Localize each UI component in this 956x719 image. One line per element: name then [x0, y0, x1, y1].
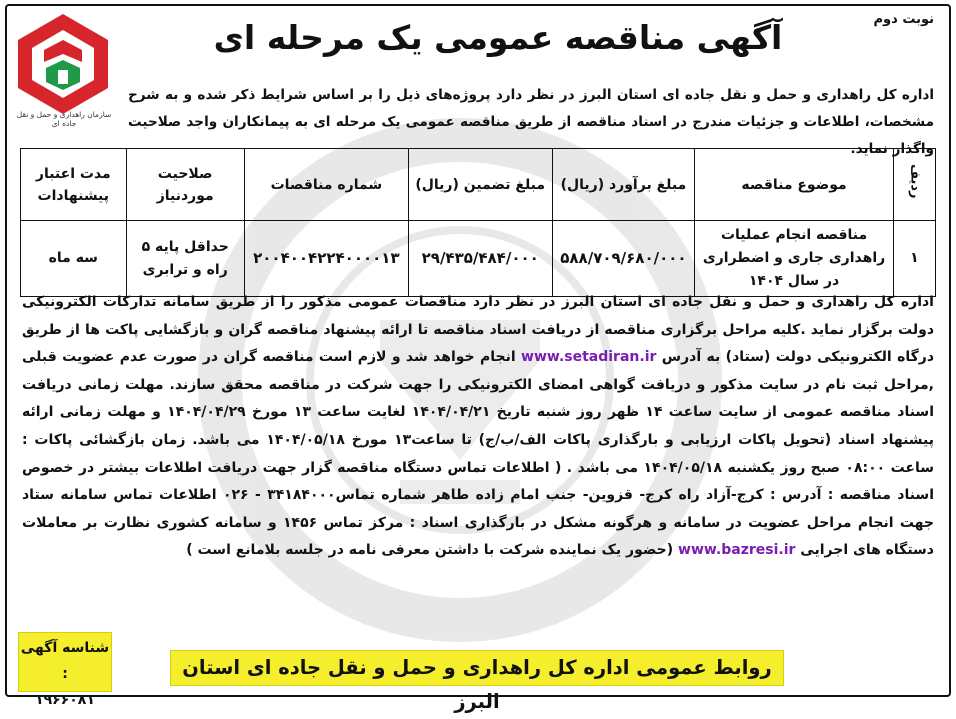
header-tender-number: شماره مناقصات	[244, 149, 408, 221]
header-row-number: ردیف	[893, 149, 935, 221]
cell-tender-number: ۲۰۰۴۰۰۴۲۲۴۰۰۰۰۱۳	[244, 221, 408, 297]
header-validity: مدت اعتبار پیشنهادات	[21, 149, 127, 221]
public-relations-footer: روابط عمومی اداره کل راهداری و حمل و نقل جاده ای استان البرز	[170, 650, 784, 686]
table-row	[21, 221, 936, 297]
cell-subject: مناقصه انجام عملیات راهداری جاری و اضطراری در سال ۱۴۰۴	[695, 221, 893, 297]
body-text-part-2: انجام خواهد شد و لازم است مناقصه گران در صورت عدم عضویت قبلی ,مراحل ثبت نام در سایت مذکور و دریافت گواهی امضای الکترونیکی را جهت شرکت در مناقصه محقق سازند. مهلت زمانی دریافت اسناد مناقصه عمومی از سایت ساعت ۱۴ ظهر روز شنبه تاریخ ۱۴۰۴/۰۴/۲۱ لغایت ساعت ۱۳ مورخ ۱۴۰۴/۰۴/۲۹ و مهلت زمانی ارائه پیشنهاد اسناد (تحویل پاکات ارزیابی و بارگذاری پاکات الف/ب/ج) تا ساعت۱۳ مورخ ۱۴۰۴/۰۵/۱۸ می باشد. زمان بازگشائی پاکات : ساعت ۰۸:۰۰ صبح روز یکشنبه ۱۴۰۴/۰۵/۱۸ می باشد . ( اطلاعات تماس دستگاه مناقصه گزار جهت دریافت اطلاعات بیشتر در خصوص اسناد مناقصه : آدرس : کرج-آزاد راه کرج- قزوین- جنب امام زاده طاهر شماره تماس۳۴۱۸۴۰۰۰ - ۰۲۶ اطلاعات تماس سامانه ستاد جهت انجام مراحل عضویت در سامانه و هرگونه مشکل در بارگذاری اسناد : مرکز تماس ۱۴۵۶ و سامانه کشوری نظارت بر معاملات دستگاه های اجرایی	[22, 349, 935, 559]
body-text-part-3: (حضور یک نماینده شرکت با داشتن معرفی نامه در جلسه بلامانع است )	[186, 542, 674, 559]
road-maintenance-organization-logo	[14, 10, 112, 122]
publication-round-label: نوبت دوم	[873, 12, 934, 27]
table-header-row	[21, 149, 936, 221]
cell-required-grade: حداقل پایه ۵ راه و ترابری	[126, 221, 244, 297]
setadiran-link[interactable]: www.setadiran.ir	[521, 349, 657, 366]
cell-estimate: ۵۸۸/۷۰۹/۶۸۰/۰۰۰	[552, 221, 695, 297]
ad-id-badge	[18, 632, 112, 708]
page-title: آگهی مناقصه عمومی یک مرحله ای	[213, 18, 783, 57]
body-text-part-1: اداره کل راهداری و حمل و نقل جاده ای استان البرز در نظر دارد مناقصات عمومی مذکور را از طریق سامانه تدارکات الکترونیکی دولت برگزار نماید .کلیه مراحل برگزاری مناقصه از دریافت اسناد مناقصه تا ارائه پیشنهاد مناقصه گران و بازگشایی پاکت ها از طریق درگاه الکترونیکی دولت (ستاد) به آدرس	[22, 294, 935, 366]
header-deposit: مبلغ تضمین (ریال)	[408, 149, 552, 221]
header-required-grade: صلاحیت موردنیاز	[126, 149, 244, 221]
body-paragraph	[22, 289, 934, 565]
header-estimate: مبلغ برآورد (ریال)	[552, 149, 695, 221]
bazresi-link[interactable]: www.bazresi.ir	[678, 542, 796, 559]
header-subject: موضوع مناقصه	[695, 149, 893, 221]
cell-deposit: ۲۹/۴۳۵/۴۸۴/۰۰۰	[408, 221, 552, 297]
tender-table	[20, 148, 936, 297]
logo-caption: سازمان راهداری و حمل و نقل جاده ای	[16, 110, 112, 128]
ad-id-label: شناسه آگهی :	[20, 640, 110, 682]
cell-row-number: ۱	[893, 221, 935, 297]
cell-validity: سه ماه	[21, 221, 127, 297]
intro-paragraph: اداره کل راهداری و حمل و نقل جاده ای استان البرز در نظر دارد پروژه‌های ذیل را بر اساس شرایط ذکر شده و به شرح مشخصات، اطلاعات و جزئیات مندرج در اسناد مناقصه از طریق مناقصه عمومی یک مرحله ای به پیمانکاران واجد صلاحیت واگذار نماید.	[128, 87, 934, 157]
ad-id-value: ۱۹۶۶۰۸۱	[35, 692, 95, 708]
